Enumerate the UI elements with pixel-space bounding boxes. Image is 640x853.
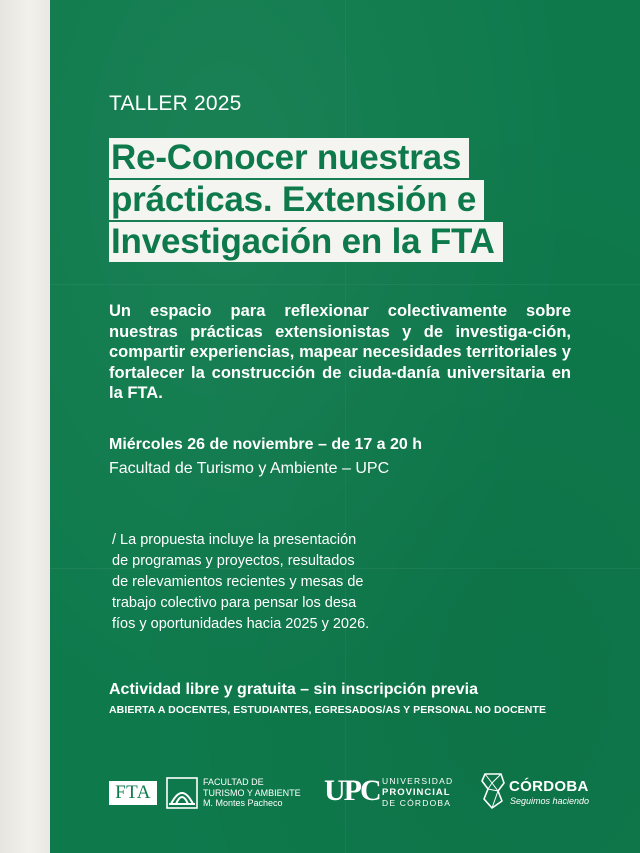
title-line-2: prácticas. Extensión e: [109, 180, 484, 220]
note-line: fíos y oportunidades hacia 2025 y 2026.: [112, 616, 370, 632]
upc-logo-line: UNIVERSIDAD: [382, 776, 454, 786]
event-location: Facultad de Turismo y Ambiente – UPC: [109, 460, 390, 477]
fta-logo-line: M. Montes Pacheco: [203, 798, 283, 808]
poster-title: [109, 138, 503, 264]
upc-logo-text: [382, 776, 453, 809]
fta-logo-text: [203, 777, 301, 809]
note-line: de programas y proyectos, resultados: [112, 553, 355, 569]
cordoba-logo-tagline: Seguimos haciendo: [510, 796, 590, 806]
paper-background-strip: [0, 0, 50, 853]
title-line-3: Investigación en la FTA: [109, 222, 503, 262]
fta-logo-mark: FTA: [109, 781, 157, 805]
fta-logo-line: TURISMO Y AMBIENTE: [203, 787, 301, 798]
upc-logo-line: PROVINCIAL: [382, 787, 451, 798]
note-line: / La propuesta incluye la presentación: [112, 532, 357, 548]
free-activity-line: Actividad libre y gratuita – sin inscripción previa: [109, 681, 478, 698]
eyebrow-label: TALLER 2025: [109, 92, 242, 115]
note-line: trabajo colectivo para pensar los desa: [112, 595, 357, 611]
upc-logo-line: DE CÓRDOBA: [382, 798, 452, 808]
paper-fold-line: [345, 0, 346, 853]
audience-line: ABIERTA A DOCENTES, ESTUDIANTES, EGRESADOS/AS Y PERSONAL NO DOCENTE: [109, 704, 547, 716]
fta-logo-line: FACULTAD DE: [203, 777, 264, 787]
cordoba-logo-name: CÓRDOBA: [509, 778, 589, 795]
intro-paragraph: Un espacio para reflexionar colectivamente sobre nuestras prácticas extensionistas y de investiga-ción, compartir experiencias, mapear necesidades territoriales y fortalecer la construcción de ciuda-danía universitaria en la FTA.: [109, 302, 571, 402]
logo-footer: [50, 770, 640, 820]
proposal-note: [112, 530, 422, 635]
upc-logo-mark: UPC: [324, 774, 380, 807]
poster: [50, 0, 640, 853]
note-line: de relevamientos recientes y mesas de: [112, 574, 364, 590]
event-date-time: Miércoles 26 de noviembre – de 17 a 20 h: [109, 436, 423, 453]
title-line-1: Re-Conocer nuestras: [109, 138, 469, 178]
cordoba-geometric-icon: [480, 771, 506, 811]
fta-arches-icon: [166, 777, 198, 809]
